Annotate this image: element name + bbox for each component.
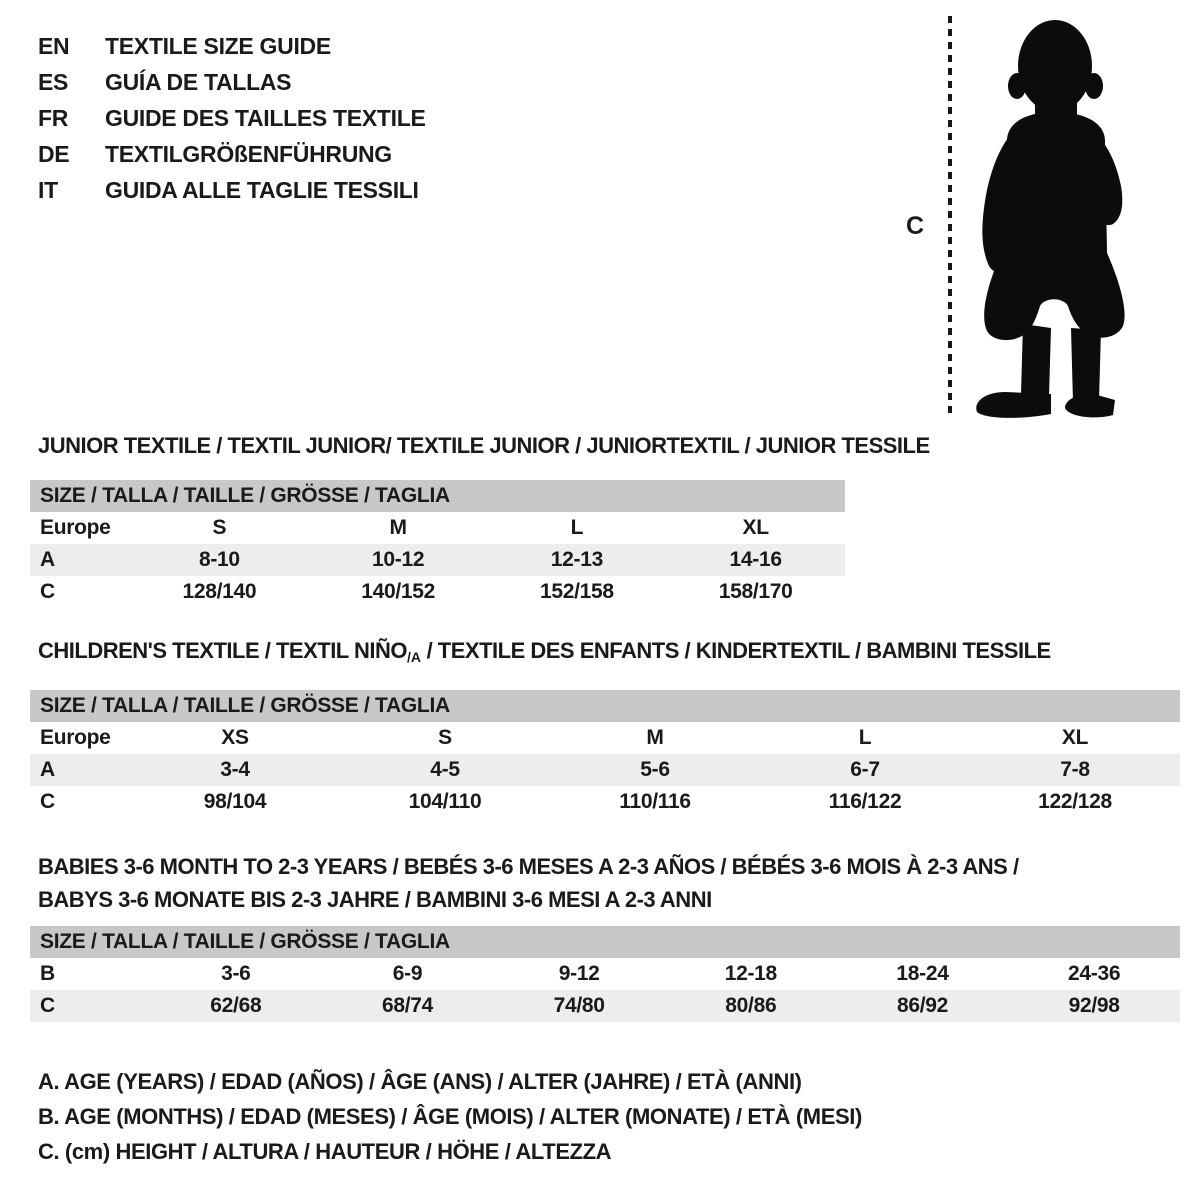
size-value: L <box>858 726 872 749</box>
height-value: 86/92 <box>896 994 949 1017</box>
guide-title-it: GUIDA ALLE TAGLIE TESSILI <box>105 177 419 203</box>
measure-legend <box>38 1064 862 1169</box>
size-value: M <box>646 726 664 749</box>
age-value: 12-13 <box>550 548 603 571</box>
row-label: C <box>40 580 55 603</box>
row-label: Europe <box>40 726 111 749</box>
language-row-it <box>38 172 426 208</box>
childrens-textile-table <box>30 638 1180 818</box>
age-value: 6-7 <box>850 758 880 781</box>
babies-table-title-line1: BABIES 3-6 MONTH TO 2-3 YEARS / BEBÉS 3-6 MESES A 2-3 AÑOS / BÉBÉS 3-6 MOIS À 2-3 ANS / <box>38 854 1019 879</box>
height-value: 68/74 <box>381 994 434 1017</box>
age-months-value: 6-9 <box>392 962 423 985</box>
babies-table-title-line2: BABYS 3-6 MONATE BIS 2-3 JAHRE / BAMBINI 3-6 MESI A 2-3 ANNI <box>38 887 712 912</box>
size-value: XS <box>221 726 249 749</box>
language-row-fr <box>38 100 426 136</box>
table-row-height <box>30 990 1180 1022</box>
table-row-age-months <box>30 958 1180 990</box>
childrens-table-title <box>30 638 1180 664</box>
age-months-value: 18-24 <box>896 962 949 985</box>
row-label: A <box>40 548 55 571</box>
language-row-de <box>38 136 426 172</box>
title-text: CHILDREN'S TEXTILE / TEXTIL NIÑO <box>38 638 407 663</box>
language-row-es <box>38 64 426 100</box>
height-value: 104/110 <box>408 790 482 813</box>
legend-line-c: C. (cm) HEIGHT / ALTURA / HAUTEUR / HÖHE / ALTEZZA <box>38 1139 612 1164</box>
legend-line-b: B. AGE (MONTHS) / EDAD (MESES) / ÂGE (MOIS) / ALTER (MONATE) / ETÀ (MESI) <box>38 1104 862 1129</box>
size-value: XL <box>742 516 769 539</box>
age-value: 5-6 <box>640 758 670 781</box>
row-label: C <box>40 790 55 813</box>
table-row-age <box>30 754 1180 786</box>
language-code: EN <box>38 33 70 59</box>
height-value: 92/98 <box>1068 994 1120 1017</box>
language-row-en <box>38 28 426 64</box>
size-header-bar: SIZE / TALLA / TAILLE / GRÖSSE / TAGLIA <box>30 690 1180 722</box>
size-value: M <box>389 516 407 539</box>
language-code: DE <box>38 141 70 167</box>
toddler-silhouette-icon <box>965 16 1137 418</box>
height-value: 80/86 <box>725 994 777 1017</box>
babies-textile-table <box>30 850 1180 1022</box>
guide-title-es: GUÍA DE TALLAS <box>105 69 292 95</box>
guide-title-fr: GUIDE DES TAILLES TEXTILE <box>105 105 426 131</box>
title-text: / TEXTILE DES ENFANTS / KINDERTEXTIL / BAMBINI TESSILE <box>420 638 1051 663</box>
row-label: A <box>40 758 55 781</box>
age-months-value: 24-36 <box>1068 962 1121 985</box>
table-row-europe <box>30 512 845 544</box>
age-value: 14-16 <box>729 548 782 571</box>
size-header-bar: SIZE / TALLA / TAILLE / GRÖSSE / TAGLIA <box>30 480 845 512</box>
age-months-value: 3-6 <box>221 962 251 985</box>
age-value: 4-5 <box>430 758 460 781</box>
height-value: 128/140 <box>182 580 257 603</box>
age-value: 7-8 <box>1060 758 1090 781</box>
age-value: 3-4 <box>220 758 250 781</box>
height-measure-label: C <box>906 212 925 240</box>
table-row-height <box>30 576 845 608</box>
age-value: 10-12 <box>372 548 425 571</box>
language-code: IT <box>38 177 58 203</box>
age-value: 8-10 <box>198 548 240 571</box>
height-value: 110/116 <box>619 790 691 813</box>
height-dashed-line <box>948 16 952 414</box>
row-label: B <box>40 962 55 985</box>
height-value: 152/158 <box>539 580 614 603</box>
table-row-age <box>30 544 845 576</box>
size-value: S <box>438 726 452 749</box>
title-subscript: /A <box>406 649 421 665</box>
language-code: ES <box>38 69 69 95</box>
guide-title-de: TEXTILGRÖßENFÜHRUNG <box>105 141 392 167</box>
height-value: 74/80 <box>553 994 605 1017</box>
height-value: 62/68 <box>210 994 262 1017</box>
table-row-europe <box>30 722 1180 754</box>
height-value: 116/122 <box>828 790 902 813</box>
height-value: 158/170 <box>718 580 793 603</box>
language-title-block <box>38 28 426 208</box>
size-value: L <box>570 516 584 539</box>
language-code: FR <box>38 105 69 131</box>
junior-textile-table <box>30 433 930 608</box>
row-label: C <box>40 994 55 1017</box>
legend-line-a: A. AGE (YEARS) / EDAD (AÑOS) / ÂGE (ANS) / ALTER (JAHRE) / ETÀ (ANNI) <box>38 1069 802 1094</box>
age-months-value: 12-18 <box>724 962 777 985</box>
guide-title-en: TEXTILE SIZE GUIDE <box>105 33 331 59</box>
height-value: 140/152 <box>361 580 436 603</box>
height-value: 122/128 <box>1038 790 1112 813</box>
row-label: Europe <box>40 516 111 539</box>
age-months-value: 9-12 <box>558 962 600 985</box>
height-value: 98/104 <box>203 790 267 813</box>
table-row-height <box>30 786 1180 818</box>
size-value: XL <box>1061 726 1089 749</box>
size-value: S <box>212 516 227 539</box>
junior-table-title: JUNIOR TEXTILE / TEXTIL JUNIOR/ TEXTILE JUNIOR / JUNIORTEXTIL / JUNIOR TESSILE <box>38 433 930 458</box>
size-header-bar: SIZE / TALLA / TAILLE / GRÖSSE / TAGLIA <box>30 926 1180 958</box>
